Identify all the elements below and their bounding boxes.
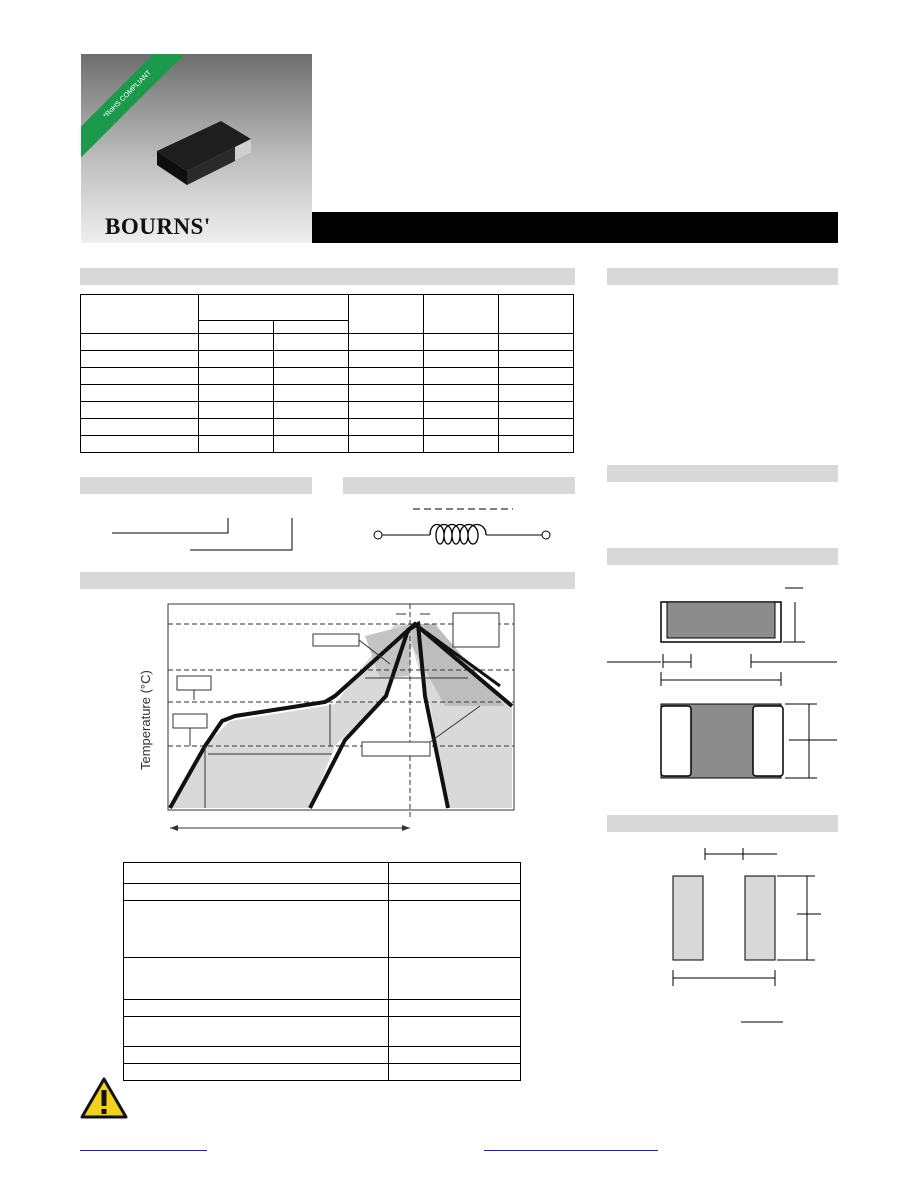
- table-header-cell: [349, 295, 424, 334]
- specifications-table: [80, 294, 574, 453]
- reflow-profile-chart: [150, 596, 530, 846]
- table-row: [124, 1064, 521, 1081]
- y-axis-label: Temperature (°C): [138, 670, 153, 770]
- table-row: [124, 863, 521, 884]
- land-pattern-drawing: [607, 840, 838, 1030]
- table-header-cell: [81, 295, 199, 334]
- title-bar: [312, 212, 838, 243]
- table-row: [124, 901, 521, 958]
- table-row: [124, 1047, 521, 1064]
- brand-mark: ': [203, 214, 211, 239]
- part-number-diagram: [100, 510, 310, 560]
- warning-triangle-icon: [80, 1076, 128, 1120]
- table-row: [81, 334, 574, 351]
- table-row: [124, 1000, 521, 1017]
- footer-link-right[interactable]: [484, 1150, 658, 1151]
- table-header-cell: [199, 295, 349, 321]
- inductor-schematic-symbol: [368, 503, 558, 549]
- table-header-cell: [499, 295, 574, 334]
- section-header-applications: [607, 465, 838, 482]
- chip-inductor-image: [151, 109, 261, 199]
- reflow-conditions-table: [123, 862, 521, 1081]
- table-row: [81, 402, 574, 419]
- table-subheader-cell: [199, 321, 274, 334]
- table-row: [81, 351, 574, 368]
- rohs-badge: *RoHS COMPLIANT: [81, 54, 203, 170]
- table-row: [81, 368, 574, 385]
- brand-name: BOURNS: [105, 214, 204, 239]
- table-subheader-cell: [274, 321, 349, 334]
- section-header-electrical: [80, 268, 575, 285]
- section-header-schematic: [343, 477, 575, 494]
- y-axis-label-anchor: [128, 670, 153, 790]
- table-row: [124, 1017, 521, 1047]
- footer-link-left[interactable]: [80, 1150, 207, 1151]
- bourns-logo: [105, 214, 211, 240]
- table-row: [81, 385, 574, 402]
- section-header-features: [607, 268, 838, 285]
- table-row: [81, 419, 574, 436]
- table-row: [81, 436, 574, 453]
- section-header-land-pattern: [607, 815, 838, 832]
- table-row: [124, 958, 521, 1000]
- table-header-cell: [424, 295, 499, 334]
- product-photo: [81, 54, 312, 243]
- section-header-part-numbering: [80, 477, 312, 494]
- table-row: [124, 884, 521, 901]
- section-header-dimensions: [607, 548, 838, 565]
- product-dimensions-drawing: [607, 580, 838, 790]
- section-header-reflow-profile: [80, 572, 575, 589]
